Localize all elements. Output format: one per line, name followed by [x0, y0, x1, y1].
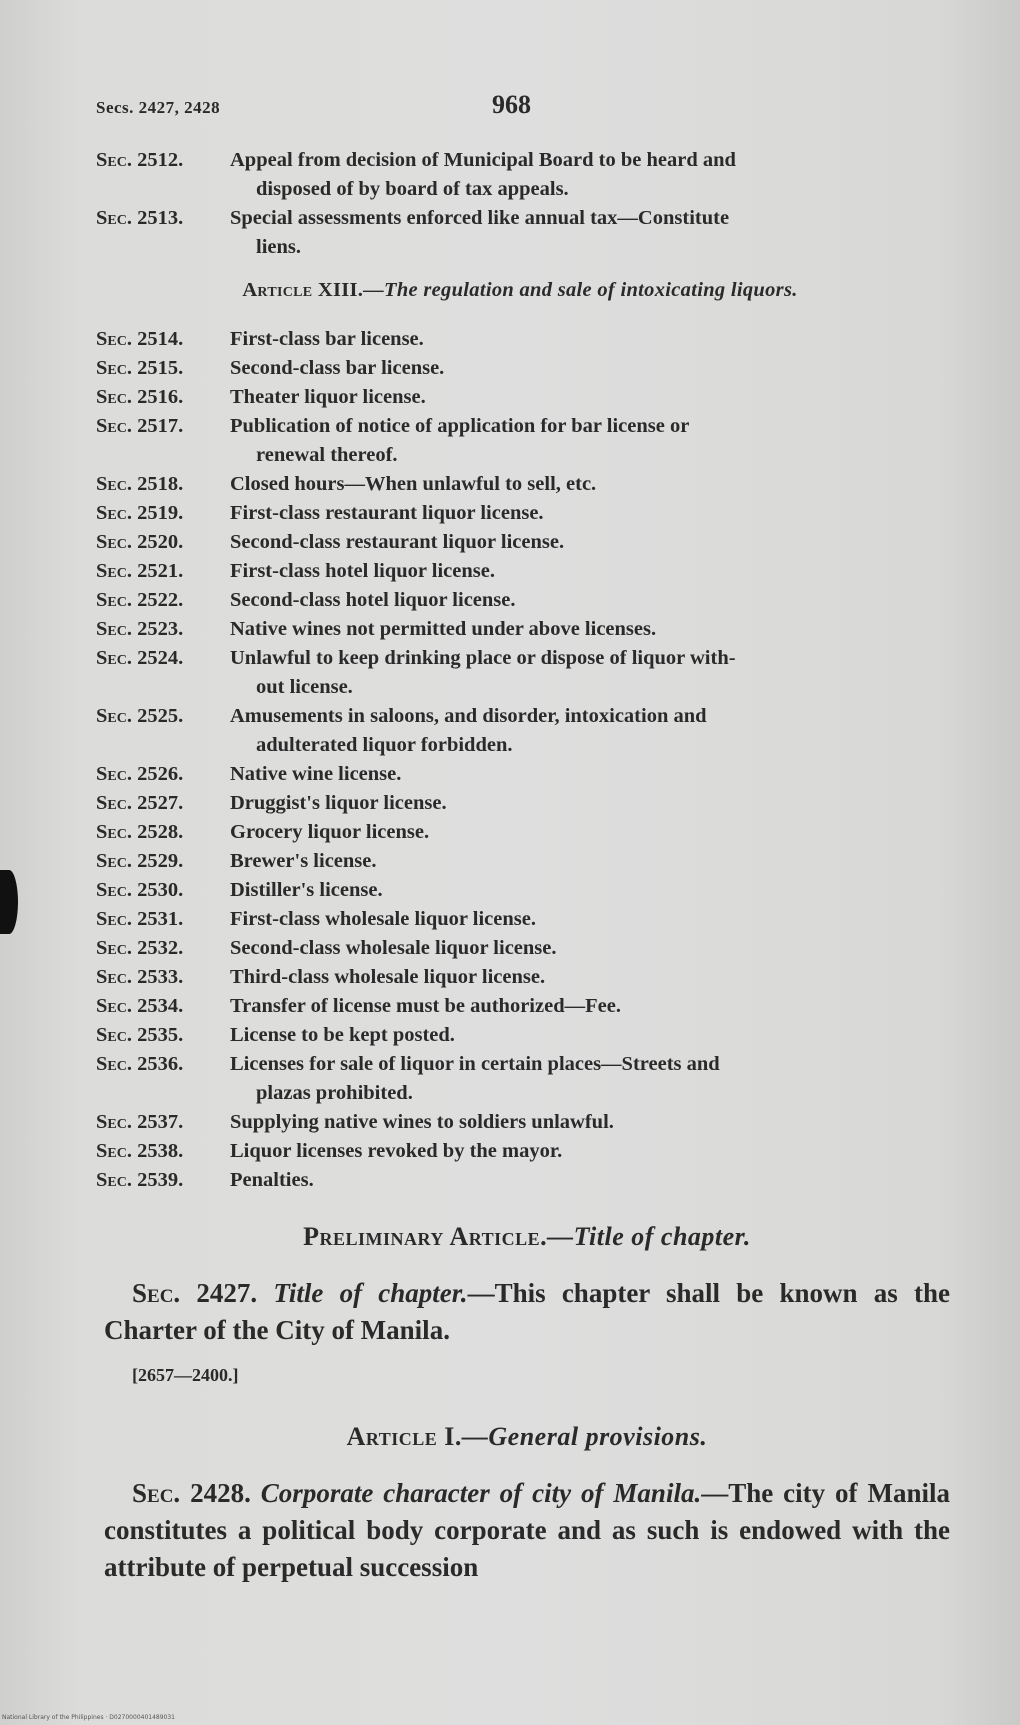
toc-entry [96, 204, 944, 262]
toc-title-line: Unlawful to keep drinking place or dispose of liquor with- [230, 647, 736, 669]
section-number: Sec. 2427. [132, 1278, 258, 1308]
toc-section-number: Sec. 2531. [96, 908, 184, 930]
toc-title-continuation: renewal thereof. [256, 444, 398, 466]
binding-shadow [0, 870, 18, 934]
toc-section-number: Sec. 2514. [96, 328, 184, 350]
toc-title-line: Special assessments enforced like annual tax—Constitute [230, 207, 730, 229]
toc-section-title [230, 1108, 944, 1137]
toc-section-title [230, 644, 944, 702]
toc-title-line: Licenses for sale of liquor in certain places—Streets and [230, 1053, 720, 1075]
toc-section-number: Sec. 2527. [96, 792, 184, 814]
toc-section-title [230, 876, 944, 905]
toc-title-line: Publication of notice of application for bar license or [230, 415, 690, 437]
section-2428-paragraph [104, 1475, 950, 1586]
article-title: —General provisions. [461, 1422, 708, 1451]
toc-section-number: Sec. 2515. [96, 357, 184, 379]
toc-title-line: Second-class restaurant liquor license. [230, 531, 565, 553]
toc-title-continuation: liens. [256, 236, 301, 258]
toc-entry [96, 586, 944, 615]
toc-entry [96, 1021, 944, 1050]
toc-title-line: Second-class hotel liquor license. [230, 589, 516, 611]
scan-credit: National Library of the Philippines · D0270000401489031 [2, 1714, 175, 1721]
toc-section-title [230, 702, 944, 760]
toc-title-line: Transfer of license must be authorized—Fee. [230, 995, 621, 1017]
section-2427-paragraph [104, 1275, 950, 1349]
article-i-heading [104, 1418, 950, 1455]
toc-entry [96, 615, 944, 644]
toc-section-title [230, 992, 944, 1021]
toc-section-title [230, 934, 944, 963]
toc-title-line: Liquor licenses revoked by the mayor. [230, 1140, 563, 1162]
toc-section-number: Sec. 2539. [96, 1169, 184, 1191]
toc-section-title [230, 325, 944, 354]
toc-entry [96, 818, 944, 847]
toc-section-number: Sec. 2524. [96, 647, 184, 669]
page-number: 968 [492, 90, 531, 119]
toc-section-title [230, 383, 944, 412]
toc-section-number: Sec. 2512. [96, 149, 184, 171]
toc-section-number: Sec. 2538. [96, 1140, 184, 1162]
toc-entry [96, 789, 944, 818]
toc-entry [96, 470, 944, 499]
toc-section-number: Sec. 2537. [96, 1111, 184, 1133]
toc-top-list [96, 146, 944, 262]
toc-section-number: Sec. 2530. [96, 879, 184, 901]
toc-section-title [230, 204, 944, 262]
toc-entry [96, 876, 944, 905]
toc-section-title [230, 146, 944, 204]
preliminary-article-heading [104, 1218, 950, 1255]
toc-section-number: Sec. 2519. [96, 502, 184, 524]
section-title: Title of chapter. [273, 1278, 468, 1308]
section-title: Corporate character of city of Manila. [260, 1478, 702, 1508]
article-title: —Title of chapter. [547, 1222, 751, 1251]
toc-title-continuation: out license. [256, 676, 353, 698]
toc-section-number: Sec. 2513. [96, 207, 184, 229]
toc-title-line: First-class wholesale liquor license. [230, 908, 536, 930]
toc-section-title [230, 789, 944, 818]
toc-entry [96, 412, 944, 470]
toc-title-line: Brewer's license. [230, 850, 377, 872]
toc-entry [96, 1137, 944, 1166]
toc-section-number: Sec. 2533. [96, 966, 184, 988]
toc-section-number: Sec. 2525. [96, 705, 184, 727]
section-number: Sec. 2428. [132, 1478, 251, 1508]
toc-title-line: First-class bar license. [230, 328, 424, 350]
toc-section-title [230, 1021, 944, 1050]
article-title: —The regulation and sale of intoxicating liquors. [363, 279, 798, 301]
toc-section-title [230, 905, 944, 934]
toc-title-line: Theater liquor license. [230, 386, 426, 408]
toc-title-continuation: disposed of by board of tax appeals. [256, 178, 569, 200]
toc-entry [96, 702, 944, 760]
toc-title-line: Second-class bar license. [230, 357, 445, 379]
toc-entry [96, 383, 944, 412]
toc-title-line: First-class restaurant liquor license. [230, 502, 544, 524]
toc-entry [96, 644, 944, 702]
toc-section-number: Sec. 2534. [96, 995, 184, 1017]
toc-section-number: Sec. 2536. [96, 1053, 184, 1075]
toc-section-title [230, 499, 944, 528]
toc-entry [96, 557, 944, 586]
toc-title-line: Closed hours—When unlawful to sell, etc. [230, 473, 597, 495]
toc-section-title [230, 354, 944, 383]
toc-title-line: Grocery liquor license. [230, 821, 430, 843]
citation: [2657—2400.] [132, 1365, 239, 1385]
toc-title-line: Native wine license. [230, 763, 402, 785]
toc-section-number: Sec. 2529. [96, 850, 184, 872]
running-head: Secs. 2427, 2428 [96, 98, 221, 117]
section-index [96, 146, 944, 1195]
toc-title-line: Amusements in saloons, and disorder, intoxication and [230, 705, 707, 727]
toc-section-title [230, 412, 944, 470]
toc-section-number: Sec. 2522. [96, 589, 184, 611]
toc-title-line: Native wines not permitted under above licenses. [230, 618, 657, 640]
toc-entry [96, 325, 944, 354]
toc-section-number: Sec. 2521. [96, 560, 184, 582]
section-text: —This chapter shall be known as the Charter of the City of Manila. [104, 1278, 951, 1345]
toc-entry [96, 1166, 944, 1195]
toc-title-line: Penalties. [230, 1169, 314, 1191]
article-label: Article XIII. [242, 279, 364, 301]
toc-section-number: Sec. 2528. [96, 821, 184, 843]
toc-section-number: Sec. 2526. [96, 763, 184, 785]
toc-entry [96, 847, 944, 876]
toc-section-number: Sec. 2523. [96, 618, 184, 640]
toc-title-line: First-class hotel liquor license. [230, 560, 495, 582]
toc-title-line: Third-class wholesale liquor license. [230, 966, 546, 988]
toc-section-number: Sec. 2532. [96, 937, 184, 959]
toc-entry [96, 992, 944, 1021]
toc-entry [96, 146, 944, 204]
toc-title-line: Appeal from decision of Municipal Board to be heard and [230, 149, 736, 171]
toc-title-continuation: plazas prohibited. [256, 1082, 413, 1104]
toc-title-line: Second-class wholesale liquor license. [230, 937, 557, 959]
toc-entry [96, 499, 944, 528]
toc-section-title [230, 557, 944, 586]
toc-section-title [230, 586, 944, 615]
toc-entry [96, 963, 944, 992]
toc-section-number: Sec. 2516. [96, 386, 184, 408]
toc-entry [96, 354, 944, 383]
toc-entry [96, 934, 944, 963]
toc-title-line: License to be kept posted. [230, 1024, 455, 1046]
toc-section-title [230, 963, 944, 992]
toc-section-number: Sec. 2518. [96, 473, 184, 495]
body-text [104, 1218, 950, 1586]
toc-entry [96, 1050, 944, 1108]
toc-section-title [230, 847, 944, 876]
toc-section-title [230, 1050, 944, 1108]
toc-title-line: Druggist's liquor license. [230, 792, 447, 814]
toc-section-title [230, 1166, 944, 1195]
toc-entry [96, 528, 944, 557]
toc-article-xiii-list [96, 325, 944, 1195]
toc-entry [96, 1108, 944, 1137]
section-text: —The city of Manila constitutes a political body corporate and as such is endowed with the attribute of perpetual succession [104, 1478, 950, 1582]
toc-section-title [230, 1137, 944, 1166]
toc-section-title [230, 818, 944, 847]
article-xiii-heading [96, 276, 944, 305]
toc-entry [96, 760, 944, 789]
toc-title-line: Distiller's license. [230, 879, 383, 901]
toc-section-title [230, 470, 944, 499]
toc-section-number: Sec. 2517. [96, 415, 184, 437]
article-label: Article I. [346, 1422, 462, 1451]
toc-section-number: Sec. 2520. [96, 531, 184, 553]
toc-section-number: Sec. 2535. [96, 1024, 184, 1046]
article-label: Preliminary Article. [303, 1222, 548, 1251]
toc-title-line: Supplying native wines to soldiers unlawful. [230, 1111, 614, 1133]
toc-section-title [230, 528, 944, 557]
toc-section-title [230, 615, 944, 644]
toc-entry [96, 905, 944, 934]
toc-title-continuation: adulterated liquor forbidden. [256, 734, 513, 756]
toc-section-title [230, 760, 944, 789]
